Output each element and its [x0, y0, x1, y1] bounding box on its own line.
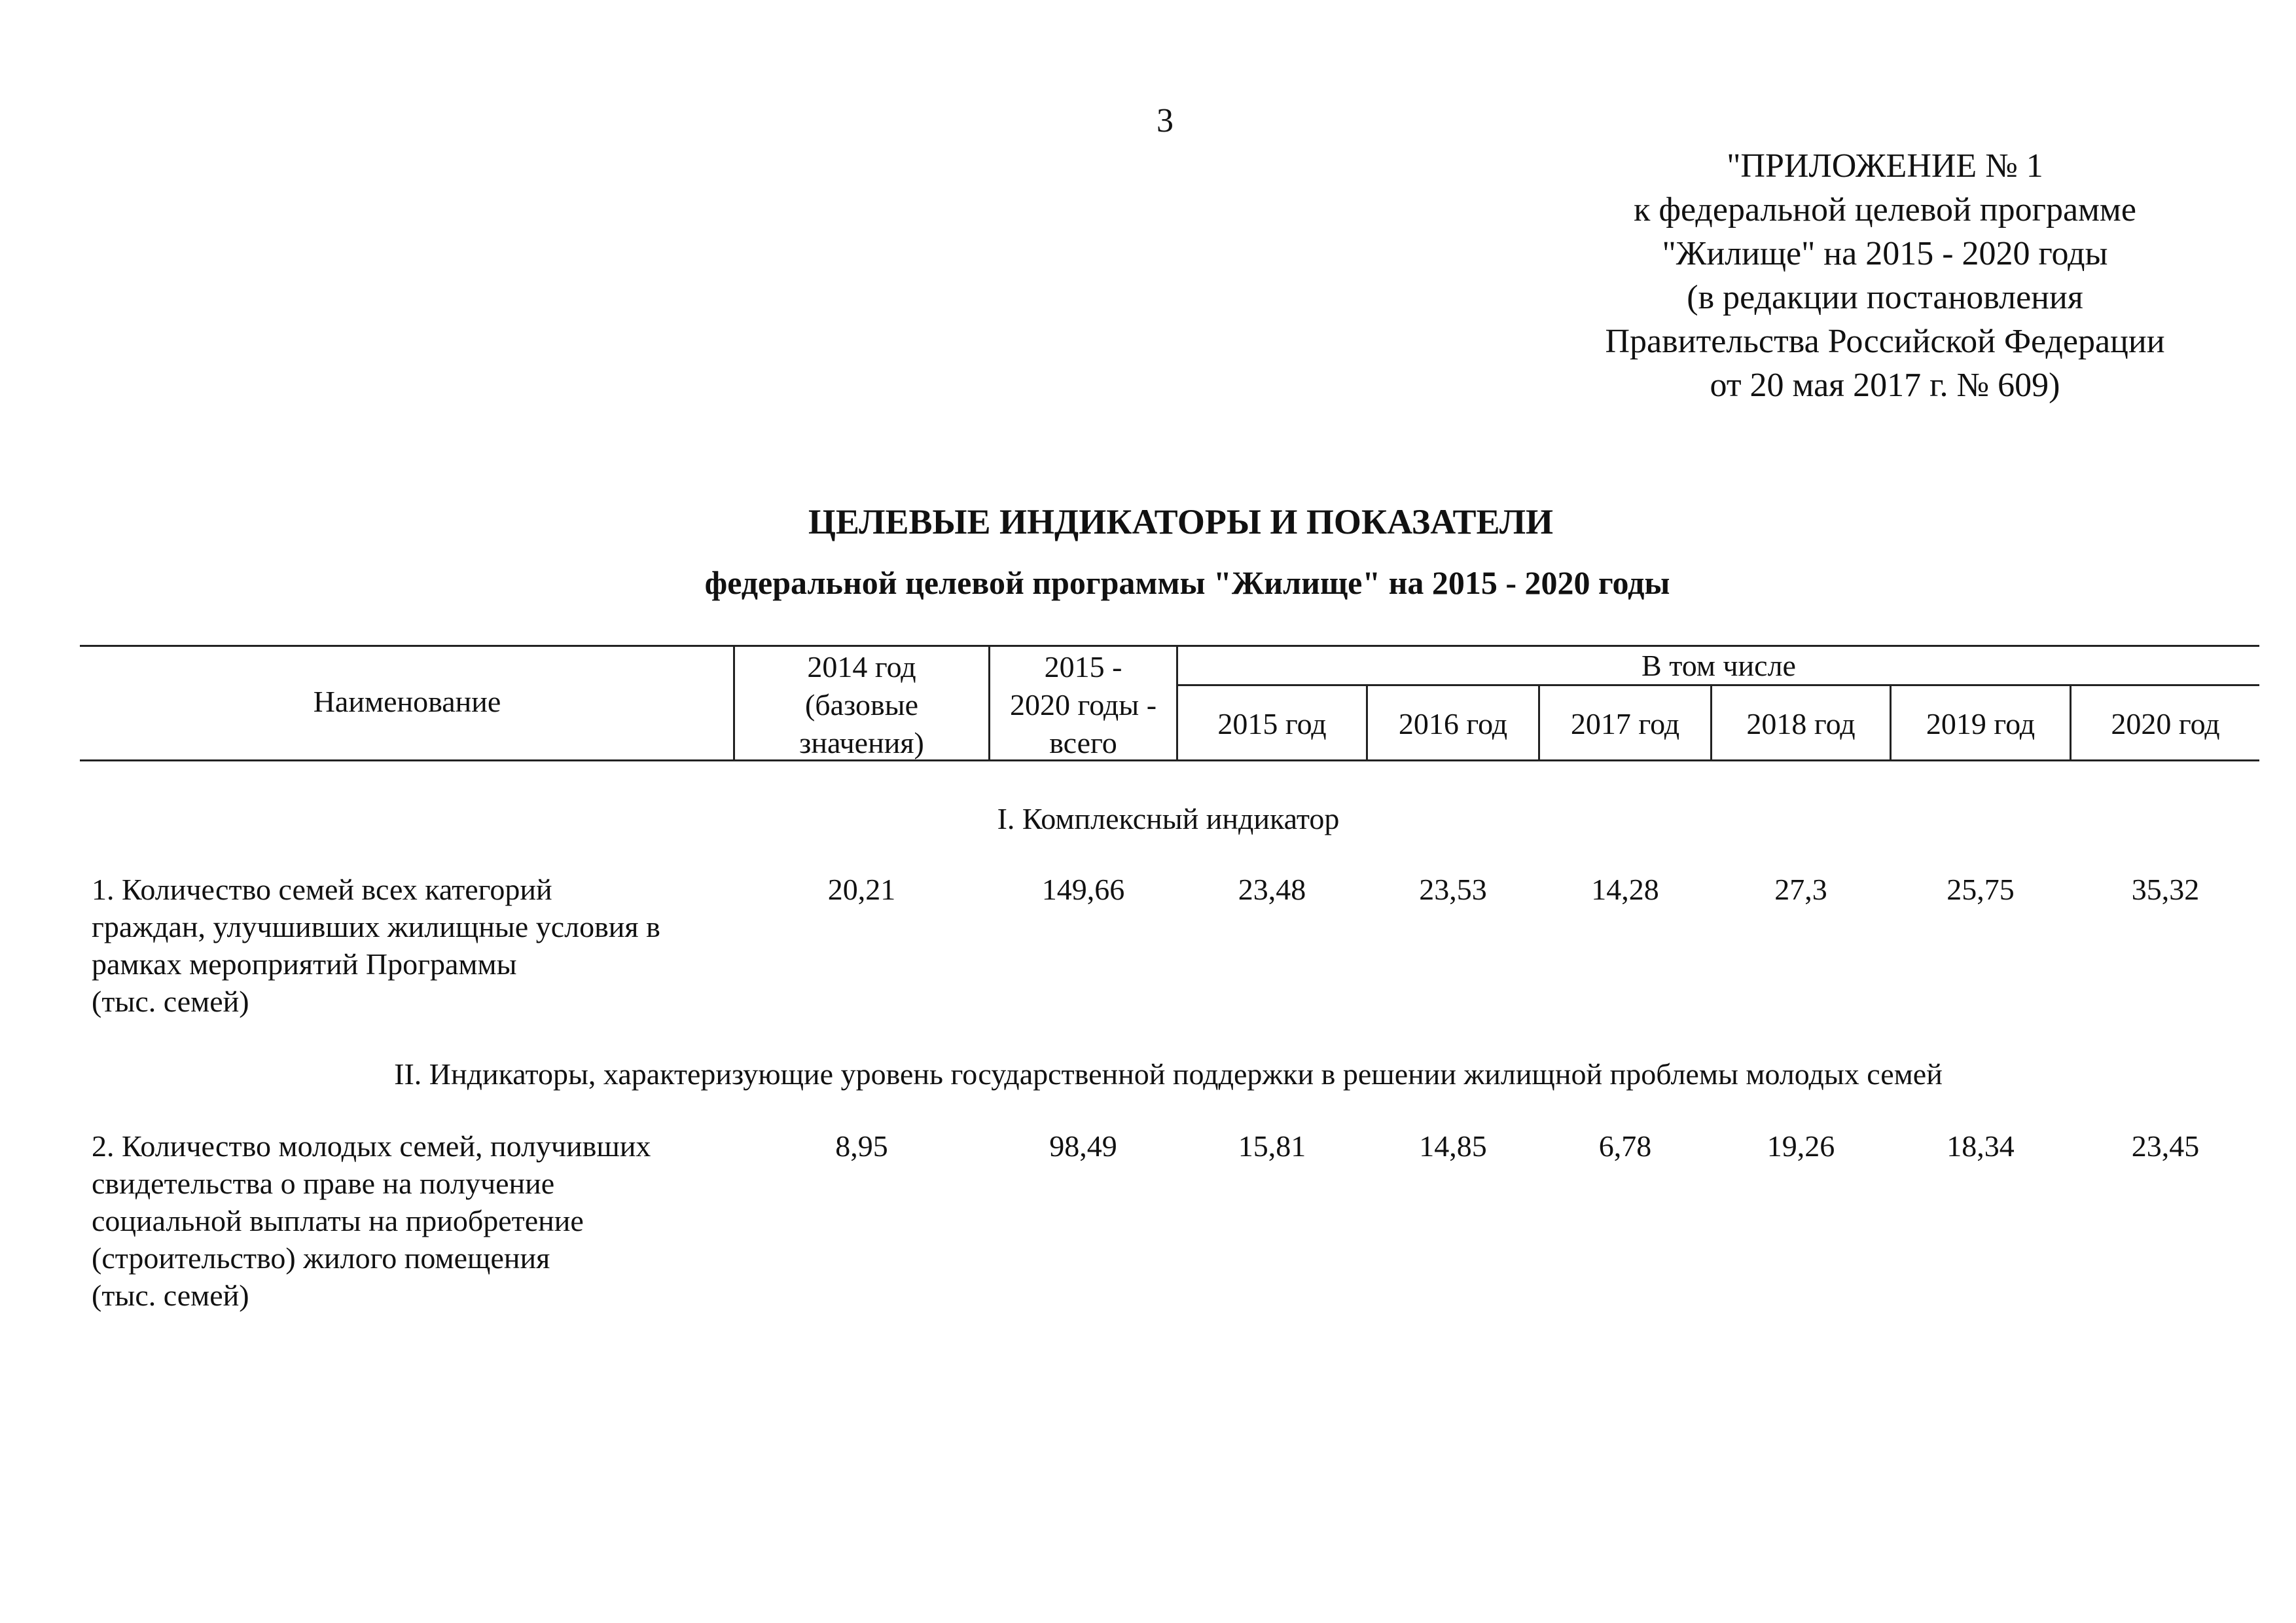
row-name-line: свидетельства о праве на получение [92, 1167, 555, 1200]
header-year: 2015 год [1217, 707, 1327, 740]
value-year: 15,81 [1238, 1129, 1306, 1163]
appendix-line: Правительства Российской Федерации [1605, 323, 2165, 360]
header-year: 2020 год [2111, 707, 2220, 740]
value-year: 19,26 [1767, 1129, 1835, 1163]
value-year: 27,3 [1774, 873, 1827, 906]
document-title: ЦЕЛЕВЫЕ ИНДИКАТОРЫ И ПОКАЗАТЕЛИ [808, 502, 1554, 541]
header-year: 2016 год [1398, 707, 1508, 740]
row-name-line: (тыс. семей) [92, 985, 249, 1018]
value-year: 23,48 [1238, 873, 1306, 906]
appendix-line: "Жилище" на 2015 - 2020 годы [1662, 235, 2108, 272]
header-base-year-line: значения) [799, 726, 924, 759]
value-total: 149,66 [1041, 873, 1125, 906]
row-name-line: 1. Количество семей всех категорий [92, 873, 552, 906]
appendix-line: от 20 мая 2017 г. № 609) [1710, 367, 2060, 404]
header-base-year [735, 648, 988, 762]
page-number: 3 [1157, 102, 1174, 139]
value-total: 98,49 [1049, 1129, 1117, 1163]
value-year: 14,28 [1591, 873, 1659, 906]
row-name-line: 2. Количество молодых семей, получивших [92, 1129, 651, 1163]
appendix-line: "ПРИЛОЖЕНИЕ № 1 [1727, 147, 2043, 185]
appendix-line: к федеральной целевой программе [1634, 191, 2136, 228]
header-base-year-line: (базовые [804, 688, 919, 721]
value-year: 14,85 [1419, 1129, 1487, 1163]
value-year: 23,45 [2131, 1129, 2200, 1163]
row-name-line: (тыс. семей) [92, 1279, 249, 1312]
row-name [92, 871, 746, 1020]
row-name [92, 1127, 746, 1314]
value-base: 20,21 [827, 873, 896, 906]
section-title: I. Комплексный индикатор [997, 802, 1340, 835]
header-name: Наименование [313, 685, 501, 718]
header-year: 2019 год [1926, 707, 2036, 740]
value-year: 23,53 [1419, 873, 1487, 906]
row-name-line: рамках мероприятий Программы [92, 947, 517, 981]
header-including: В том числе [1641, 649, 1796, 682]
section-title: II. Индикаторы, характеризующие уровень государственной поддержки в решении жилищной проблемы молодых семей [394, 1057, 1943, 1091]
value-year: 35,32 [2131, 873, 2200, 906]
appendix-line: (в редакции постановления [1687, 279, 2083, 316]
appendix-header [1492, 144, 2278, 407]
header-total-line: 2015 - [1044, 650, 1122, 684]
header-base-year-line: 2014 год [807, 650, 916, 684]
header-total-line: 2020 годы - [1009, 688, 1157, 721]
value-base: 8,95 [835, 1129, 888, 1163]
value-year: 18,34 [1946, 1129, 2015, 1163]
document-subtitle: федеральной целевой программы "Жилище" на 2015 - 2020 годы [704, 564, 1670, 601]
row-name-line: (строительство) жилого помещения [92, 1241, 550, 1275]
row-name-line: граждан, улучшивших жилищные условия в [92, 910, 660, 943]
value-year: 6,78 [1598, 1129, 1652, 1163]
header-year: 2017 год [1570, 707, 1680, 740]
header-total [990, 648, 1176, 762]
header-total-line: всего [1049, 726, 1117, 759]
header-year: 2018 год [1746, 707, 1856, 740]
row-name-line: социальной выплаты на приобретение [92, 1204, 584, 1237]
value-year: 25,75 [1946, 873, 2015, 906]
